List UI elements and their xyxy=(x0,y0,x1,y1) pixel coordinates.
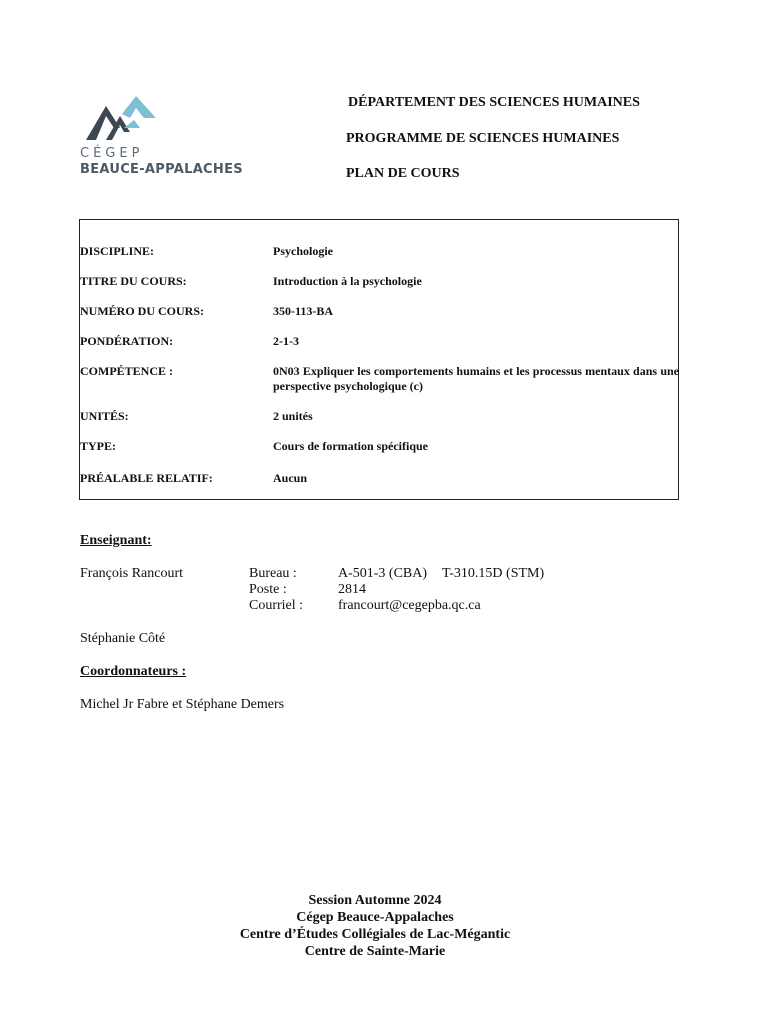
info-value: 350-113-BA xyxy=(273,304,333,318)
info-label: PRÉALABLE RELATIF: xyxy=(80,471,213,485)
courriel-label: Courriel : xyxy=(249,598,304,613)
teacher-heading: Enseignant: xyxy=(80,533,152,548)
info-label: NUMÉRO DU COURS: xyxy=(80,304,204,318)
footer-center-lac-megantic: Centre d’Études Collégiales de Lac-Mégantic xyxy=(239,927,511,942)
info-label: TITRE DU COURS: xyxy=(80,274,187,288)
bureau-value-cba: A-501-3 (CBA) xyxy=(338,566,428,581)
bureau-value-stm: T-310.15D (STM) xyxy=(442,566,545,581)
logo-text-cegep: CÉGEP xyxy=(80,146,144,161)
poste-label: Poste : xyxy=(249,582,287,597)
info-label: TYPE: xyxy=(80,439,116,453)
mountain-logo-icon xyxy=(84,96,164,142)
info-value: 2 unités xyxy=(273,409,313,423)
info-value: Aucun xyxy=(273,471,308,485)
info-label: UNITÉS: xyxy=(80,409,129,423)
info-value: Introduction à la psychologie xyxy=(273,274,422,288)
teacher1-name: François Rancourt xyxy=(80,566,184,581)
footer-session: Session Automne 2024 xyxy=(308,893,442,908)
department-title: DÉPARTEMENT DES SCIENCES HUMAINES xyxy=(348,95,640,110)
footer-center-sainte-marie: Centre de Sainte-Marie xyxy=(304,944,446,959)
info-value: 0N03 Expliquer les comportements humains et les processus mentaux dans une perspective psychologique (c) xyxy=(273,364,679,393)
coordinators-heading: Coordonnateurs : xyxy=(80,664,187,679)
poste-value: 2814 xyxy=(338,582,366,597)
logo-text-name: BEAUCE-APPALACHES xyxy=(80,162,243,177)
info-value: Psychologie xyxy=(273,244,333,258)
info-value: Cours de formation spécifique xyxy=(273,439,428,453)
cegep-logo xyxy=(78,96,248,182)
footer-college: Cégep Beauce-Appalaches xyxy=(296,910,454,925)
info-label: PONDÉRATION: xyxy=(80,334,174,348)
teacher2-name: Stéphanie Côté xyxy=(80,631,166,646)
info-label: DISCIPLINE: xyxy=(80,244,155,258)
program-title: PROGRAMME DE SCIENCES HUMAINES xyxy=(346,131,620,146)
email-link[interactable]: francourt@cegepba.qc.ca xyxy=(338,598,481,613)
footer xyxy=(0,892,750,960)
bureau-label: Bureau : xyxy=(249,566,297,581)
course-info-box xyxy=(79,219,679,500)
coordinators-names: Michel Jr Fabre et Stéphane Demers xyxy=(80,697,285,712)
document-title: PLAN DE COURS xyxy=(346,166,460,181)
info-value: 2-1-3 xyxy=(273,334,299,348)
info-label: COMPÉTENCE : xyxy=(80,364,173,378)
